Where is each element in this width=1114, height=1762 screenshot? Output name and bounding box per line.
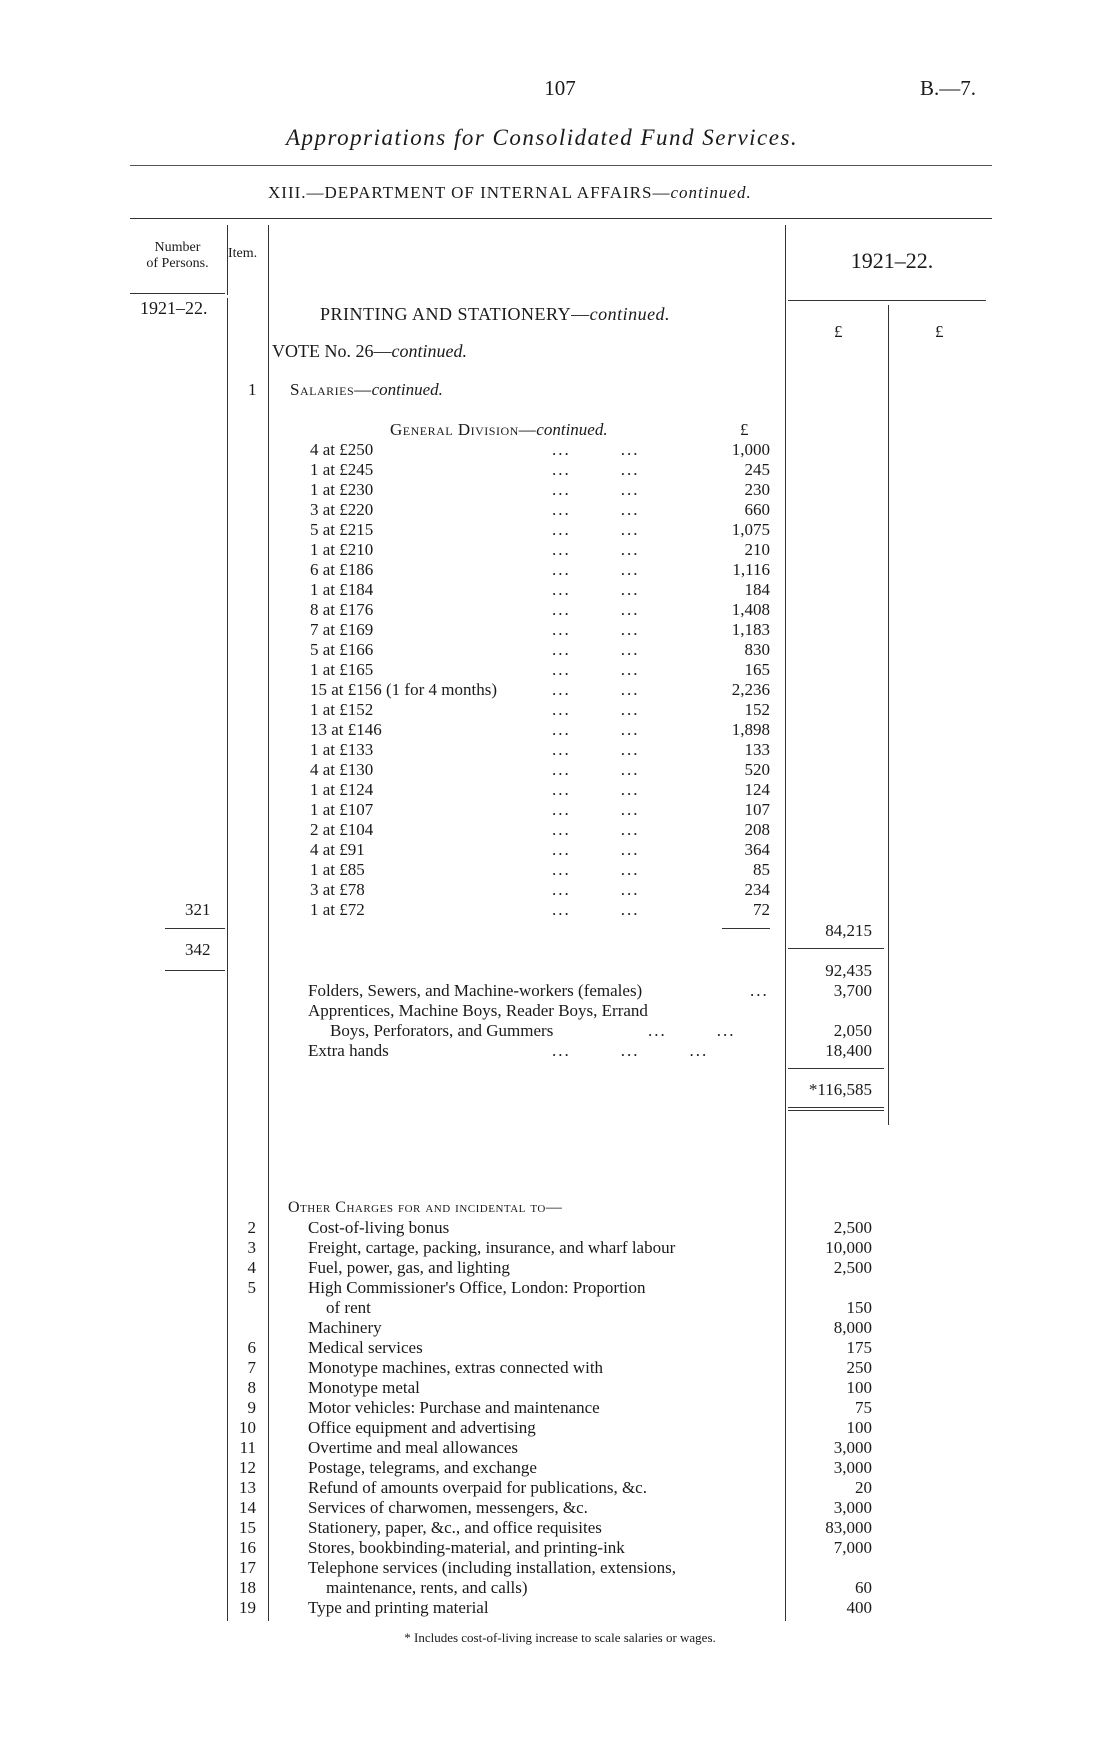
salary-row-amount: 152 <box>744 700 770 719</box>
year-header: 1921–22. <box>850 248 934 273</box>
division-total: 84,215 <box>825 921 872 940</box>
other-charge-amount: 10,000 <box>825 1238 872 1257</box>
grand-total-rule-top <box>788 1068 884 1069</box>
other-charge-amount: 20 <box>855 1478 872 1497</box>
other-charge-amount: 7,000 <box>833 1538 872 1557</box>
other-charge-label: Type and printing material <box>308 1598 489 1617</box>
other-charge-item-number: 15 <box>239 1518 256 1537</box>
salary-row-label: 1 at £85 <box>310 860 365 879</box>
apprentices-amount: 2,050 <box>833 1021 872 1040</box>
salary-row-label: 4 at £130 <box>310 760 374 779</box>
salary-row-amount: 184 <box>744 580 770 599</box>
other-charge-item-number: 13 <box>239 1478 256 1497</box>
salary-row-leader: ... ... <box>552 880 640 899</box>
other-charge-label: Monotype machines, extras connected with <box>308 1358 604 1377</box>
other-charge-label: Stores, bookbinding-material, and printing-ink <box>308 1538 625 1557</box>
other-charge-label: Motor vehicles: Purchase and maintenance <box>308 1398 600 1417</box>
persons-item-divider-top <box>227 225 228 295</box>
salary-row-amount: 124 <box>744 780 770 799</box>
grand-total-double-rule <box>788 1110 884 1111</box>
salary-row-amount: 234 <box>744 880 770 899</box>
division-sum-rule <box>722 928 770 929</box>
salaries-heading <box>290 380 443 400</box>
other-charge-item-number: 17 <box>239 1558 256 1577</box>
salary-row-label: 1 at £245 <box>310 460 374 479</box>
persons-year: 1921–22. <box>140 298 208 318</box>
salary-row-label: 15 at £156 (1 for 4 months) <box>310 680 497 699</box>
salary-row-amount: 830 <box>744 640 770 659</box>
other-charge-item-number: 2 <box>247 1218 256 1237</box>
salary-row-leader: ... ... <box>552 620 640 639</box>
salaries-text: Salaries— <box>290 380 372 399</box>
salary-row-amount: 1,183 <box>731 620 770 639</box>
other-charge-item-number: 18 <box>239 1578 256 1597</box>
persons-header-line2: of Persons. <box>146 256 209 271</box>
salary-row-label: 1 at £107 <box>310 800 374 819</box>
page-number: 107 <box>544 76 576 100</box>
extra-hands-label: Extra hands <box>308 1041 389 1060</box>
salary-row-label: 5 at £166 <box>310 640 374 659</box>
salary-row-leader: ... ... <box>552 700 640 719</box>
other-charge-amount: 83,000 <box>825 1518 872 1537</box>
apprentices-label-line2: Boys, Perforators, and Gummers <box>330 1021 554 1040</box>
grand-total: *116,585 <box>808 1080 872 1099</box>
persons-header-rule <box>130 293 225 294</box>
section-title <box>320 304 670 324</box>
salary-row-label: 8 at £176 <box>310 600 374 619</box>
salary-row-amount: 364 <box>744 840 770 859</box>
salary-row-leader: ... ... <box>552 760 640 779</box>
salary-row-amount: 1,408 <box>731 600 770 619</box>
title-rule <box>130 165 992 166</box>
other-charge-amount: 2,500 <box>833 1258 872 1277</box>
other-charge-item-number: 3 <box>247 1238 256 1257</box>
vote-title <box>272 341 467 361</box>
pound-sign-2: £ <box>935 322 944 341</box>
salary-row-label: 1 at £133 <box>310 740 374 759</box>
salary-row-amount: 2,236 <box>731 680 770 699</box>
salary-row-label: 1 at £230 <box>310 480 374 499</box>
division-pound-sign: £ <box>740 420 749 439</box>
other-charge-label: Monotype metal <box>308 1378 420 1397</box>
header-top-rule <box>130 218 992 219</box>
other-charge-label: Office equipment and advertising <box>308 1418 536 1437</box>
salary-row-leader: ... ... <box>552 460 640 479</box>
other-charge-label: Overtime and meal allowances <box>308 1438 519 1457</box>
section-title-text: PRINTING AND STATIONERY— <box>320 304 590 324</box>
vote-text: VOTE No. 26— <box>272 341 392 361</box>
salary-row-leader: ... ... <box>552 520 640 539</box>
grand-total-rule-bottom <box>788 1107 884 1108</box>
salary-row-amount: 107 <box>744 800 770 819</box>
item-1-number: 1 <box>248 380 257 399</box>
other-charge-amount: 250 <box>846 1358 872 1377</box>
salaries-total: 92,435 <box>825 961 872 980</box>
other-charge-label: Postage, telegrams, and exchange <box>308 1458 537 1477</box>
salary-row-amount: 210 <box>744 540 770 559</box>
salary-row-amount: 660 <box>744 500 770 519</box>
other-charge-label: Stationery, paper, &c., and office requisites <box>308 1518 602 1537</box>
apprentices-label-line1: Apprentices, Machine Boys, Reader Boys, Errand <box>308 1001 648 1020</box>
salary-row-leader: ... ... <box>552 560 640 579</box>
salary-row-leader: ... ... <box>552 540 640 559</box>
salary-row-leader: ... ... <box>552 660 640 679</box>
salary-row-label: 6 at £186 <box>310 560 374 579</box>
salary-row-label: 5 at £215 <box>310 520 374 539</box>
other-charge-amount: 100 <box>846 1418 872 1437</box>
other-charge-amount: 2,500 <box>833 1218 872 1237</box>
other-charge-label: Services of charwomen, messengers, &c. <box>308 1498 588 1517</box>
other-charge-item-number: 19 <box>239 1598 256 1617</box>
salary-row-leader: ... ... <box>552 800 640 819</box>
other-charge-label: of rent <box>326 1298 371 1317</box>
other-charge-label: Fuel, power, gas, and lighting <box>308 1258 510 1277</box>
other-charge-item-number: 9 <box>247 1398 256 1417</box>
salary-row-label: 3 at £220 <box>310 500 374 519</box>
persons-total-rule <box>165 970 225 971</box>
other-charge-amount: 75 <box>855 1398 872 1417</box>
salary-row-leader: ... ... <box>552 840 640 859</box>
salary-row-amount: 133 <box>744 740 770 759</box>
salary-row-label: 3 at £78 <box>310 880 365 899</box>
section-title-suffix: continued. <box>589 304 671 324</box>
other-charge-item-number: 4 <box>247 1258 256 1277</box>
salary-row-amount: 245 <box>744 460 770 479</box>
description-amount-divider <box>785 225 786 1621</box>
persons-total: 342 <box>185 940 211 959</box>
apprentices-leader: ... ... <box>648 1021 736 1040</box>
salary-row-amount: 208 <box>744 820 770 839</box>
year-header-rule <box>788 300 986 301</box>
salary-row-amount: 1,000 <box>731 440 770 459</box>
department-suffix: continued. <box>670 183 752 202</box>
page-title: Appropriations for Consolidated Fund Services. <box>286 125 799 150</box>
other-charge-item-number: 5 <box>247 1278 256 1297</box>
salary-row-amount: 165 <box>744 660 770 679</box>
salary-row-label: 4 at £91 <box>310 840 365 859</box>
salary-row-label: 1 at £184 <box>310 580 374 599</box>
salary-row-leader: ... ... <box>552 780 640 799</box>
extra-hands-leader: ... ... ... <box>552 1041 709 1060</box>
salary-row-leader: ... ... <box>552 580 640 599</box>
other-charge-item-number: 6 <box>247 1338 256 1357</box>
item-header: Item. <box>228 246 258 261</box>
salary-row-leader: ... ... <box>552 820 640 839</box>
other-charge-amount: 100 <box>846 1378 872 1397</box>
footnote: * Includes cost-of-living increase to scale salaries or wages. <box>404 1630 716 1645</box>
item-description-divider <box>268 225 269 1621</box>
document-reference: B.—7. <box>920 76 977 100</box>
division-suffix: continued. <box>536 420 608 439</box>
other-charge-item-number: 8 <box>247 1378 256 1397</box>
other-charge-amount: 400 <box>846 1598 872 1617</box>
amount-subcolumn-divider <box>888 305 889 1125</box>
other-charge-label: Machinery <box>308 1318 382 1337</box>
salary-row-amount: 520 <box>744 760 770 779</box>
salary-row-leader: ... ... <box>552 860 640 879</box>
other-charge-label: Telephone services (including installation, extensions, <box>308 1558 676 1577</box>
salary-row-label: 1 at £124 <box>310 780 374 799</box>
salary-row-leader: ... ... <box>552 440 640 459</box>
salary-row-leader: ... ... <box>552 900 640 919</box>
salary-row-label: 7 at £169 <box>310 620 374 639</box>
other-charge-label: High Commissioner's Office, London: Proportion <box>308 1278 646 1297</box>
salary-row-leader: ... ... <box>552 640 640 659</box>
salary-row-amount: 230 <box>744 480 770 499</box>
salary-row-amount: 1,898 <box>731 720 770 739</box>
other-charge-label: maintenance, rents, and calls) <box>326 1578 528 1597</box>
persons-subtotal-rule <box>165 928 225 929</box>
department-heading <box>268 183 752 203</box>
salary-row-label: 1 at £152 <box>310 700 374 719</box>
salary-row-leader: ... ... <box>552 720 640 739</box>
salary-row-label: 1 at £72 <box>310 900 365 919</box>
other-charge-amount: 175 <box>846 1338 872 1357</box>
other-charge-amount: 60 <box>855 1578 872 1597</box>
salaries-suffix: continued. <box>371 380 443 399</box>
folders-amount: 3,700 <box>833 981 872 1000</box>
other-charge-label: Medical services <box>308 1338 423 1357</box>
salary-row-amount: 1,116 <box>732 560 770 579</box>
salary-row-leader: ... ... <box>552 500 640 519</box>
salary-row-leader: ... ... <box>552 680 640 699</box>
folders-label: Folders, Sewers, and Machine-workers (females) <box>308 981 643 1000</box>
other-charge-amount: 150 <box>846 1298 872 1317</box>
division-text: General Division— <box>390 420 537 439</box>
other-charge-item-number: 7 <box>247 1358 256 1377</box>
other-charges-heading: Other Charges for and incidental to— <box>288 1199 563 1216</box>
department-name: XIII.—DEPARTMENT OF INTERNAL AFFAIRS— <box>268 183 671 202</box>
other-charge-item-number: 14 <box>239 1498 256 1517</box>
salary-row-amount: 72 <box>753 900 770 919</box>
salary-row-label: 13 at £146 <box>310 720 382 739</box>
division-heading <box>390 420 608 440</box>
pound-sign-1: £ <box>834 322 843 341</box>
other-charge-amount: 3,000 <box>833 1458 872 1477</box>
other-charge-item-number: 12 <box>239 1458 256 1477</box>
salary-row-leader: ... ... <box>552 740 640 759</box>
other-charge-amount: 3,000 <box>833 1438 872 1457</box>
salary-row-label: 4 at £250 <box>310 440 374 459</box>
salary-row-label: 1 at £210 <box>310 540 374 559</box>
extra-hands-amount: 18,400 <box>825 1041 872 1060</box>
persons-subtotal: 321 <box>185 900 211 919</box>
other-charge-amount: 3,000 <box>833 1498 872 1517</box>
salary-row-label: 2 at £104 <box>310 820 374 839</box>
other-charge-label: Refund of amounts overpaid for publications, &c. <box>308 1478 647 1497</box>
other-charge-label: Cost-of-living bonus <box>308 1218 450 1237</box>
other-charge-item-number: 10 <box>239 1418 256 1437</box>
vote-suffix: continued. <box>391 341 467 361</box>
salary-row-amount: 1,075 <box>731 520 770 539</box>
other-charge-amount: 8,000 <box>833 1318 872 1337</box>
other-charge-item-number: 16 <box>239 1538 256 1557</box>
salary-row-leader: ... ... <box>552 480 640 499</box>
salary-row-label: 1 at £165 <box>310 660 374 679</box>
other-charge-label: Freight, cartage, packing, insurance, and wharf labour <box>308 1238 676 1257</box>
persons-header-line1: Number <box>154 240 201 255</box>
salary-row-leader: ... ... <box>552 600 640 619</box>
other-charge-item-number: 11 <box>239 1438 256 1457</box>
folders-leader: ... <box>750 981 769 1000</box>
salary-row-amount: 85 <box>753 860 770 879</box>
division-total-rule <box>788 948 884 949</box>
